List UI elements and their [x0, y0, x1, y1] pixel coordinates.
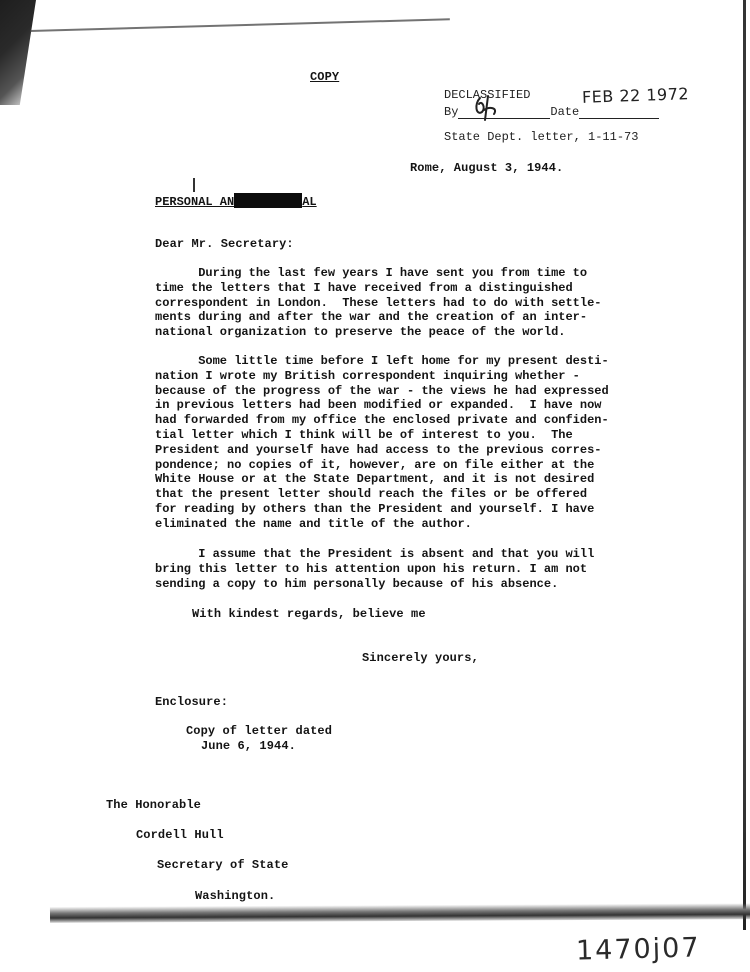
paragraph-2: Some little time before I left home for my present desti- nation I wrote my British correspondent inquiring whether - because of the progress of the war - the views he had expressed in previous letters had been modified or expanded. I have now had forwarded from my office the enclosed private and confiden- tial letter which I think will be of interest to you. The President and yourself have had access to the previous corres- pondence; no copies of it, however, are on file either at the White House or at the State Department, and it is not desired that the present letter should reach the files or be offered for reading by others than the President and yourself. I have eliminated the name and title of the author. [155, 354, 609, 531]
letter-place-date: Rome, August 3, 1944. [410, 161, 564, 175]
salutation: Dear Mr. Secretary: [155, 237, 294, 251]
scan-edge-right [743, 0, 746, 930]
scan-edge-bottom [50, 903, 750, 923]
address-line-3: Secretary of State [157, 858, 289, 872]
signature-initials [470, 94, 504, 122]
stamp-by-label: By [444, 105, 459, 119]
closing-sign: Sincerely yours, [362, 651, 479, 665]
stamp-date-label: Date [550, 105, 580, 119]
address-line-1: The Honorable [106, 798, 201, 812]
address-line-2: Cordell Hull [136, 828, 224, 842]
stamp-date-field [579, 106, 659, 119]
closing-regards: With kindest regards, believe me [192, 607, 426, 621]
stamp-title: DECLASSIFIED [444, 88, 531, 102]
enclosure-line-2: June 6, 1944. [201, 739, 296, 753]
paragraph-1: During the last few years I have sent you from time to time the letters that I have received from a distinguished correspondent in London. These letters had to do with settle- ments during and after the war and the creation of an inter- national organization to preserve the peace of the world. [155, 266, 602, 340]
copy-label: COPY [310, 70, 340, 84]
letter-heading [155, 193, 317, 209]
redaction-bar [234, 193, 302, 208]
address-line-4: Washington. [195, 889, 276, 903]
archive-number: 1470j07 [575, 932, 701, 967]
enclosure-line-1: Copy of letter dated [186, 724, 333, 738]
heading-end: AL [302, 195, 317, 209]
enclosure-label: Enclosure: [155, 695, 229, 709]
pen-mark [193, 178, 195, 192]
heading-start: PERSONAL AN [155, 195, 235, 209]
stamp-authority: State Dept. letter, 1-11-73 [444, 130, 639, 144]
handwritten-date: FEB 22 1972 [581, 84, 690, 107]
scan-shadow [0, 0, 36, 105]
scan-edge-top [30, 18, 450, 32]
paragraph-3: I assume that the President is absent and that you will bring this letter to his attention upon his return. I am not sending a copy to him personally because of his absence. [155, 547, 595, 591]
